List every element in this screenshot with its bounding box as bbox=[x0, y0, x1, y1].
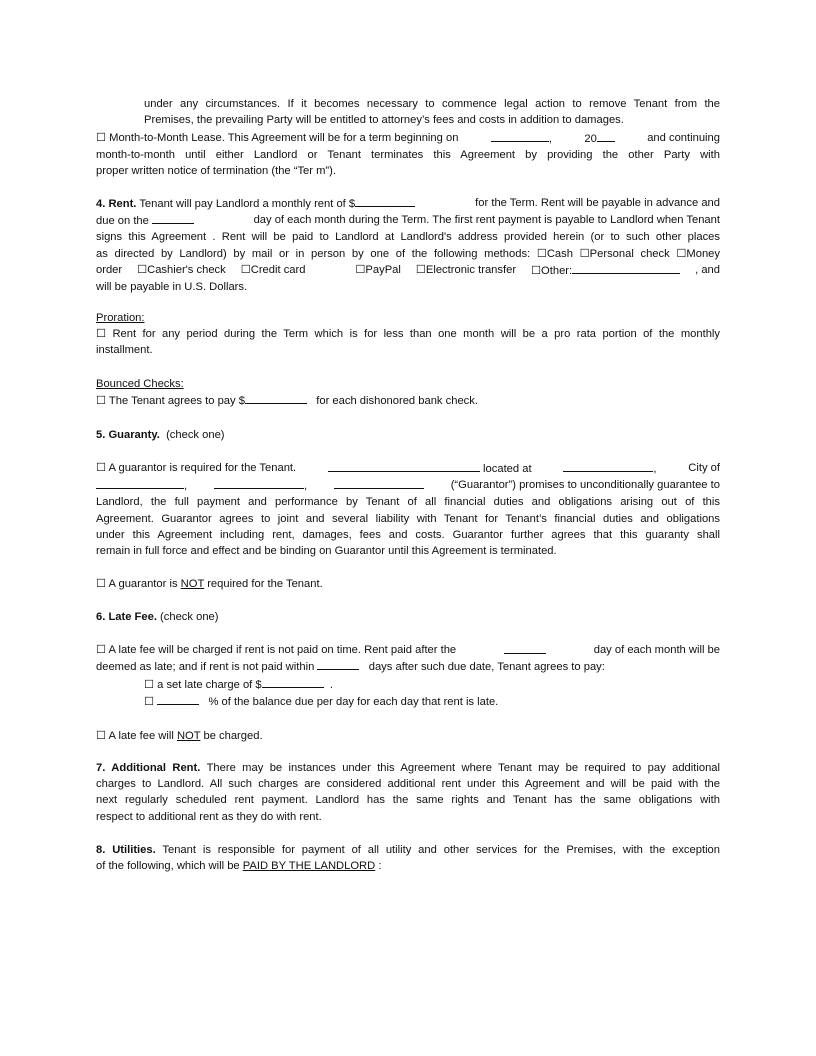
guaranty-line-2: , , (“Guarantor”) promises to unconditionally guarantee to bbox=[96, 477, 720, 494]
late-fee-line-1 bbox=[96, 642, 720, 658]
bounced-checkbox-label[interactable]: ☐ The Tenant agrees to pay $ bbox=[96, 395, 245, 408]
percent-blank[interactable] bbox=[157, 693, 199, 705]
late-fee-charged-option[interactable]: ☐ A late fee will be charged if rent is not paid on time. Rent paid after the bbox=[96, 644, 457, 656]
guarantor-promise-text: (“Guarantor”) promises to unconditionally guarantee to bbox=[450, 479, 720, 492]
utilities-section bbox=[96, 842, 720, 874]
additional-rent-line-1 bbox=[96, 760, 720, 776]
year-blank[interactable] bbox=[597, 130, 615, 142]
located-at-text: located at bbox=[483, 463, 532, 475]
not-required-text: required for the Tenant. bbox=[207, 578, 323, 590]
additional-rent-line-2: charges to Landlord. All such charges are considered additional rent under this Agreement and will be paid with the bbox=[96, 778, 720, 791]
guarantor-not-required-line bbox=[96, 576, 720, 592]
due-on-text: due on the bbox=[96, 215, 149, 228]
late-fee-heading: 6. Late Fee. bbox=[96, 611, 157, 623]
rent-line-4: as directed by Landlord) by mail or in person by one of the following methods: ☐Cash ☐Personal check ☐Money bbox=[96, 247, 720, 260]
proration-heading: Proration: bbox=[96, 312, 145, 324]
month-to-month-line-2: month-to-month until either Landlord or Tenant terminates this Agreement by providing the other Party with bbox=[96, 149, 720, 162]
additional-rent-line-3: next regularly scheduled rent payment. Landlord has the same rights and Tenant has the same obligations with bbox=[96, 794, 720, 807]
late-fee-check-one: (check one) bbox=[160, 611, 219, 623]
guaranty-line-6: remain in full force and effect and be binding on Guarantor until this Agreement is terminated. bbox=[96, 545, 557, 558]
proration-line-1[interactable]: ☐ Rent for any period during the Term which is for less than one month will be a pro rata portion of the monthly bbox=[96, 328, 720, 341]
intro-line-2: Premises, the prevailing Party will be entitled to attorney’s fees and costs in addition to damages. bbox=[144, 114, 624, 127]
rent-amount-text: Tenant will pay Landlord a monthly rent of $ bbox=[139, 198, 356, 210]
year-prefix: 20 bbox=[584, 133, 597, 145]
city-of-text: City of bbox=[688, 462, 720, 474]
start-date-blank[interactable] bbox=[491, 130, 549, 142]
continuing-text: and continuing bbox=[647, 132, 720, 144]
additional-rent-heading: 7. Additional Rent. bbox=[96, 762, 201, 774]
colon: : bbox=[378, 860, 382, 873]
guarantor-name-blank[interactable] bbox=[328, 460, 480, 472]
no-late-fee-option[interactable]: ☐ A late fee will bbox=[96, 730, 174, 742]
rent-section bbox=[96, 195, 720, 295]
grace-days-blank[interactable] bbox=[317, 658, 359, 670]
other-option[interactable]: ☐Other: bbox=[531, 264, 573, 277]
additional-rent-section bbox=[96, 760, 720, 825]
guaranty-line-4: Agreement. Guarantor agrees to joint and several liability with Tenant for Tenant’s financial duties and obligations bbox=[96, 512, 720, 525]
paypal-option[interactable]: ☐PayPal bbox=[355, 263, 401, 276]
not-underlined: NOT bbox=[176, 730, 201, 742]
utilities-line-1 bbox=[96, 842, 720, 858]
guaranty-line-3: Landlord, the full payment and performance by Tenant of all financial duties and obligations arising out of this bbox=[96, 496, 720, 509]
late-fee-option-1 bbox=[144, 676, 720, 693]
deemed-late-text: deemed as late; and if rent is not paid within bbox=[96, 661, 315, 674]
utilities-heading: 8. Utilities. bbox=[96, 844, 156, 856]
bounced-fee-text: for each dishonored bank check. bbox=[316, 395, 478, 408]
intro-paragraph bbox=[144, 96, 720, 128]
money-order-text: order bbox=[96, 263, 123, 276]
zip-blank[interactable] bbox=[334, 477, 424, 489]
bounced-fee-blank[interactable] bbox=[245, 392, 307, 404]
percent-text: % of the balance due per day for each day that rent is late. bbox=[208, 696, 499, 709]
guaranty-heading: 5. Guaranty. bbox=[96, 429, 160, 441]
state-blank[interactable] bbox=[214, 477, 304, 489]
guaranty-check-one: (check one) bbox=[166, 429, 225, 441]
rent-line-3: signs this Agreement . Rent will be paid to Landlord at Landlord's address provided herein (or to such other places bbox=[96, 231, 720, 244]
percent-late-checkbox[interactable]: ☐ bbox=[144, 696, 155, 709]
electronic-transfer-option[interactable]: ☐Electronic transfer bbox=[415, 263, 517, 276]
and-text: , and bbox=[695, 263, 720, 276]
guaranty-line-5: under this Agreement including rent, damages, fees and costs. Guarantor further agrees that this guaranty shall bbox=[96, 528, 720, 541]
guarantor-required-option[interactable]: ☐ A guarantor is required for the Tenant. bbox=[96, 462, 297, 474]
bounced-checks-section bbox=[96, 376, 720, 409]
rent-line-2 bbox=[96, 212, 720, 229]
late-fee-line-2 bbox=[96, 658, 720, 675]
cashiers-check-option[interactable]: ☐Cashier's check bbox=[137, 263, 226, 276]
late-day-text: day of each month will be bbox=[593, 644, 720, 656]
city-blank[interactable] bbox=[96, 477, 184, 489]
month-to-month-line-1 bbox=[96, 130, 720, 147]
month-to-month-checkbox-label[interactable]: ☐ Month-to-Month Lease. This Agreement will be for a term beginning on bbox=[96, 132, 459, 144]
utilities-line-2 bbox=[96, 858, 720, 874]
guaranty-line-1 bbox=[96, 460, 720, 477]
additional-rent-text-1: There may be instances under this Agreement where Tenant may be required to pay additional bbox=[206, 762, 720, 774]
late-fee-options bbox=[144, 676, 720, 710]
month-to-month-line-3: proper written notice of termination (the “Ter m”). bbox=[96, 165, 336, 178]
late-fee-paragraph bbox=[96, 642, 720, 675]
due-day-blank[interactable] bbox=[152, 212, 194, 224]
month-to-month-paragraph bbox=[96, 130, 720, 180]
set-late-charge-option[interactable]: ☐ a set late charge of $ bbox=[144, 679, 262, 691]
not-underlined: NOT bbox=[180, 578, 205, 590]
late-fee-heading-line bbox=[96, 609, 720, 625]
credit-card-option[interactable]: ☐Credit card bbox=[240, 263, 306, 276]
period: . bbox=[329, 679, 333, 691]
late-day-blank[interactable] bbox=[504, 642, 546, 654]
utilities-text-1: Tenant is responsible for payment of all utility and other services for the Premises, with the exception bbox=[162, 844, 720, 856]
rent-line-5 bbox=[96, 262, 720, 279]
no-late-fee-line bbox=[96, 728, 720, 744]
grace-days-text: days after such due date, Tenant agrees to pay: bbox=[368, 661, 605, 674]
late-charge-blank[interactable] bbox=[262, 676, 324, 688]
other-method-blank[interactable] bbox=[572, 262, 680, 274]
intro-line-1: under any circumstances. If it becomes necessary to commence legal action to remove Tenant from the bbox=[144, 98, 720, 110]
paid-by-landlord: PAID BY THE LANDLORD bbox=[242, 860, 376, 873]
guaranty-heading-line bbox=[96, 427, 720, 443]
comma: , bbox=[548, 133, 552, 145]
guarantor-not-required-option[interactable]: ☐ A guarantor is bbox=[96, 578, 178, 590]
guaranty-paragraph bbox=[96, 460, 720, 559]
utilities-text-2: of the following, which will be bbox=[96, 860, 240, 873]
rent-line-1 bbox=[96, 195, 720, 212]
rent-term-text: for the Term. Rent will be payable in advance and bbox=[475, 197, 720, 209]
proration-line-2: installment. bbox=[96, 344, 153, 357]
rent-line-6: will be payable in U.S. Dollars. bbox=[96, 281, 248, 294]
bounced-checks-heading: Bounced Checks: bbox=[96, 378, 184, 390]
proration-section bbox=[96, 310, 720, 359]
additional-rent-line-4: respect to additional rent as they do with rent. bbox=[96, 810, 322, 823]
guarantor-address-blank[interactable] bbox=[563, 460, 653, 472]
rent-heading: 4. Rent. bbox=[96, 198, 137, 210]
be-charged-text: be charged. bbox=[203, 730, 263, 742]
bounced-checks-line bbox=[96, 392, 720, 409]
rent-amount-blank[interactable] bbox=[355, 195, 415, 207]
late-fee-option-2 bbox=[144, 693, 720, 710]
comma: , bbox=[653, 463, 657, 475]
due-day-text: day of each month during the Term. The first rent payment is payable to Landlord when Tenant bbox=[253, 214, 720, 227]
